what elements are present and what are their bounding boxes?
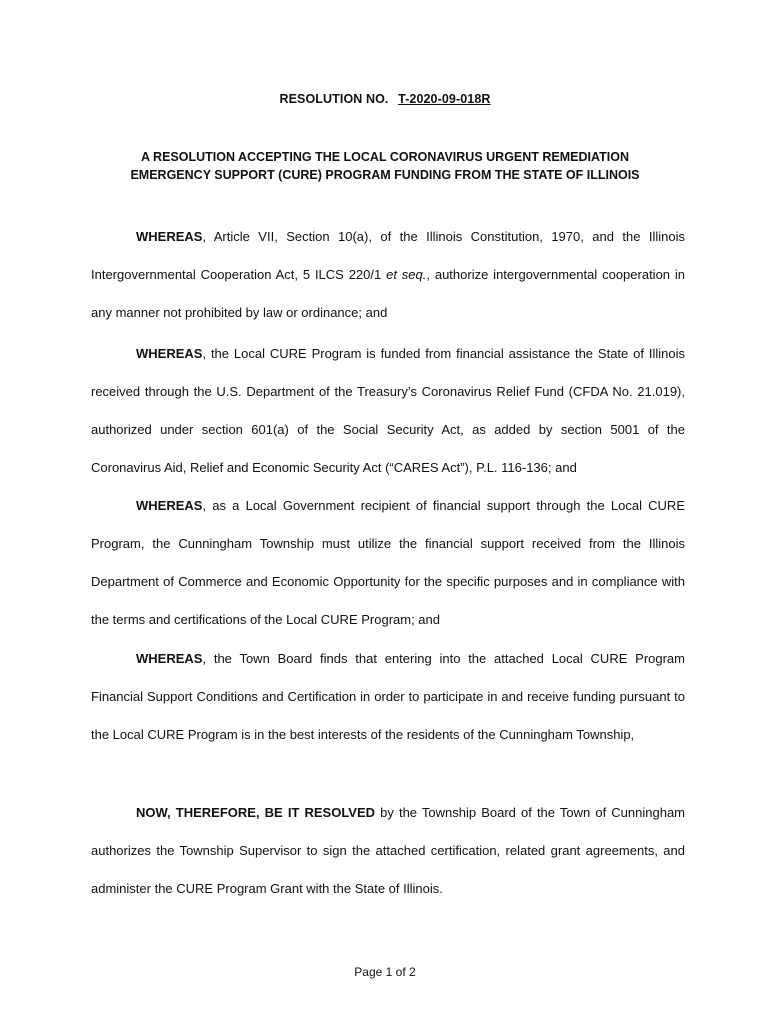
paragraph-lead: WHEREAS xyxy=(136,498,203,513)
heading-line-2: EMERGENCY SUPPORT (CURE) PROGRAM FUNDING FROM THE STATE OF ILLINOIS xyxy=(130,168,640,182)
paragraph-text: , authorize intergovernmental cooperation in any manner not prohibited by law or ordinance; and xyxy=(91,267,686,320)
resolution-number: T-2020-09-018R xyxy=(398,92,491,106)
paragraph-text: , the Local CURE Program is funded from financial assistance the State of Illinois received through the U.S. Department of the Treasury’s Coronavirus Relief Fund (CFDA No. 21.019), authorized under section 601(a) of the Social Security Act, as added by section 5001 of the Coronavirus Aid, Relief and Economic Security Act (“CARES Act”), P.L. 116-136; and xyxy=(91,346,685,475)
paragraph-text: , the Town Board finds that entering into the attached Local CURE Program Financial Support Conditions and Certification in order to participate in and receive funding pursuant to the Local CURE Program is in the best interests of the residents of the Cunningham Township, xyxy=(91,651,685,742)
whereas-paragraph-3 xyxy=(91,487,685,639)
paragraph-text: , as a Local Government recipient of financial support through the Local CURE Program, the Cunningham Township must utilize the financial support received from the Illinois Department of Commerce and Economic Opportunity for the specific purposes and in compliance with the terms and certifications of the Local CURE Program; and xyxy=(91,498,685,627)
paragraph-lead: NOW, THEREFORE, BE IT RESOLVED xyxy=(136,805,376,820)
page-footer: Page 1 of 2 xyxy=(354,965,416,979)
resolution-title xyxy=(0,92,770,106)
paragraph-text: , Article VII, Section 10(a), of the Illinois Constitution, 1970, and the Illinois Intergovernmental Cooperation Act, 5 ILCS 220/1 xyxy=(91,229,685,282)
paragraph-lead: WHEREAS xyxy=(136,229,203,244)
whereas-paragraph-4 xyxy=(91,640,685,754)
paragraph-italic: et seq. xyxy=(386,267,427,282)
whereas-paragraph-1 xyxy=(91,218,685,332)
heading-line-1: A RESOLUTION ACCEPTING THE LOCAL CORONAVIRUS URGENT REMEDIATION xyxy=(141,150,629,164)
resolution-heading xyxy=(100,148,670,184)
paragraph-lead: WHEREAS xyxy=(136,346,203,361)
paragraph-text: by the Township Board of the Town of Cunningham authorizes the Township Supervisor to sign the attached certification, related grant agreements, and administer the CURE Program Grant with the State of Illinois. xyxy=(91,805,685,896)
resolved-paragraph xyxy=(91,794,685,908)
paragraph-lead: WHEREAS xyxy=(136,651,203,666)
whereas-paragraph-2 xyxy=(91,335,685,487)
resolution-label: RESOLUTION NO. xyxy=(279,92,389,106)
